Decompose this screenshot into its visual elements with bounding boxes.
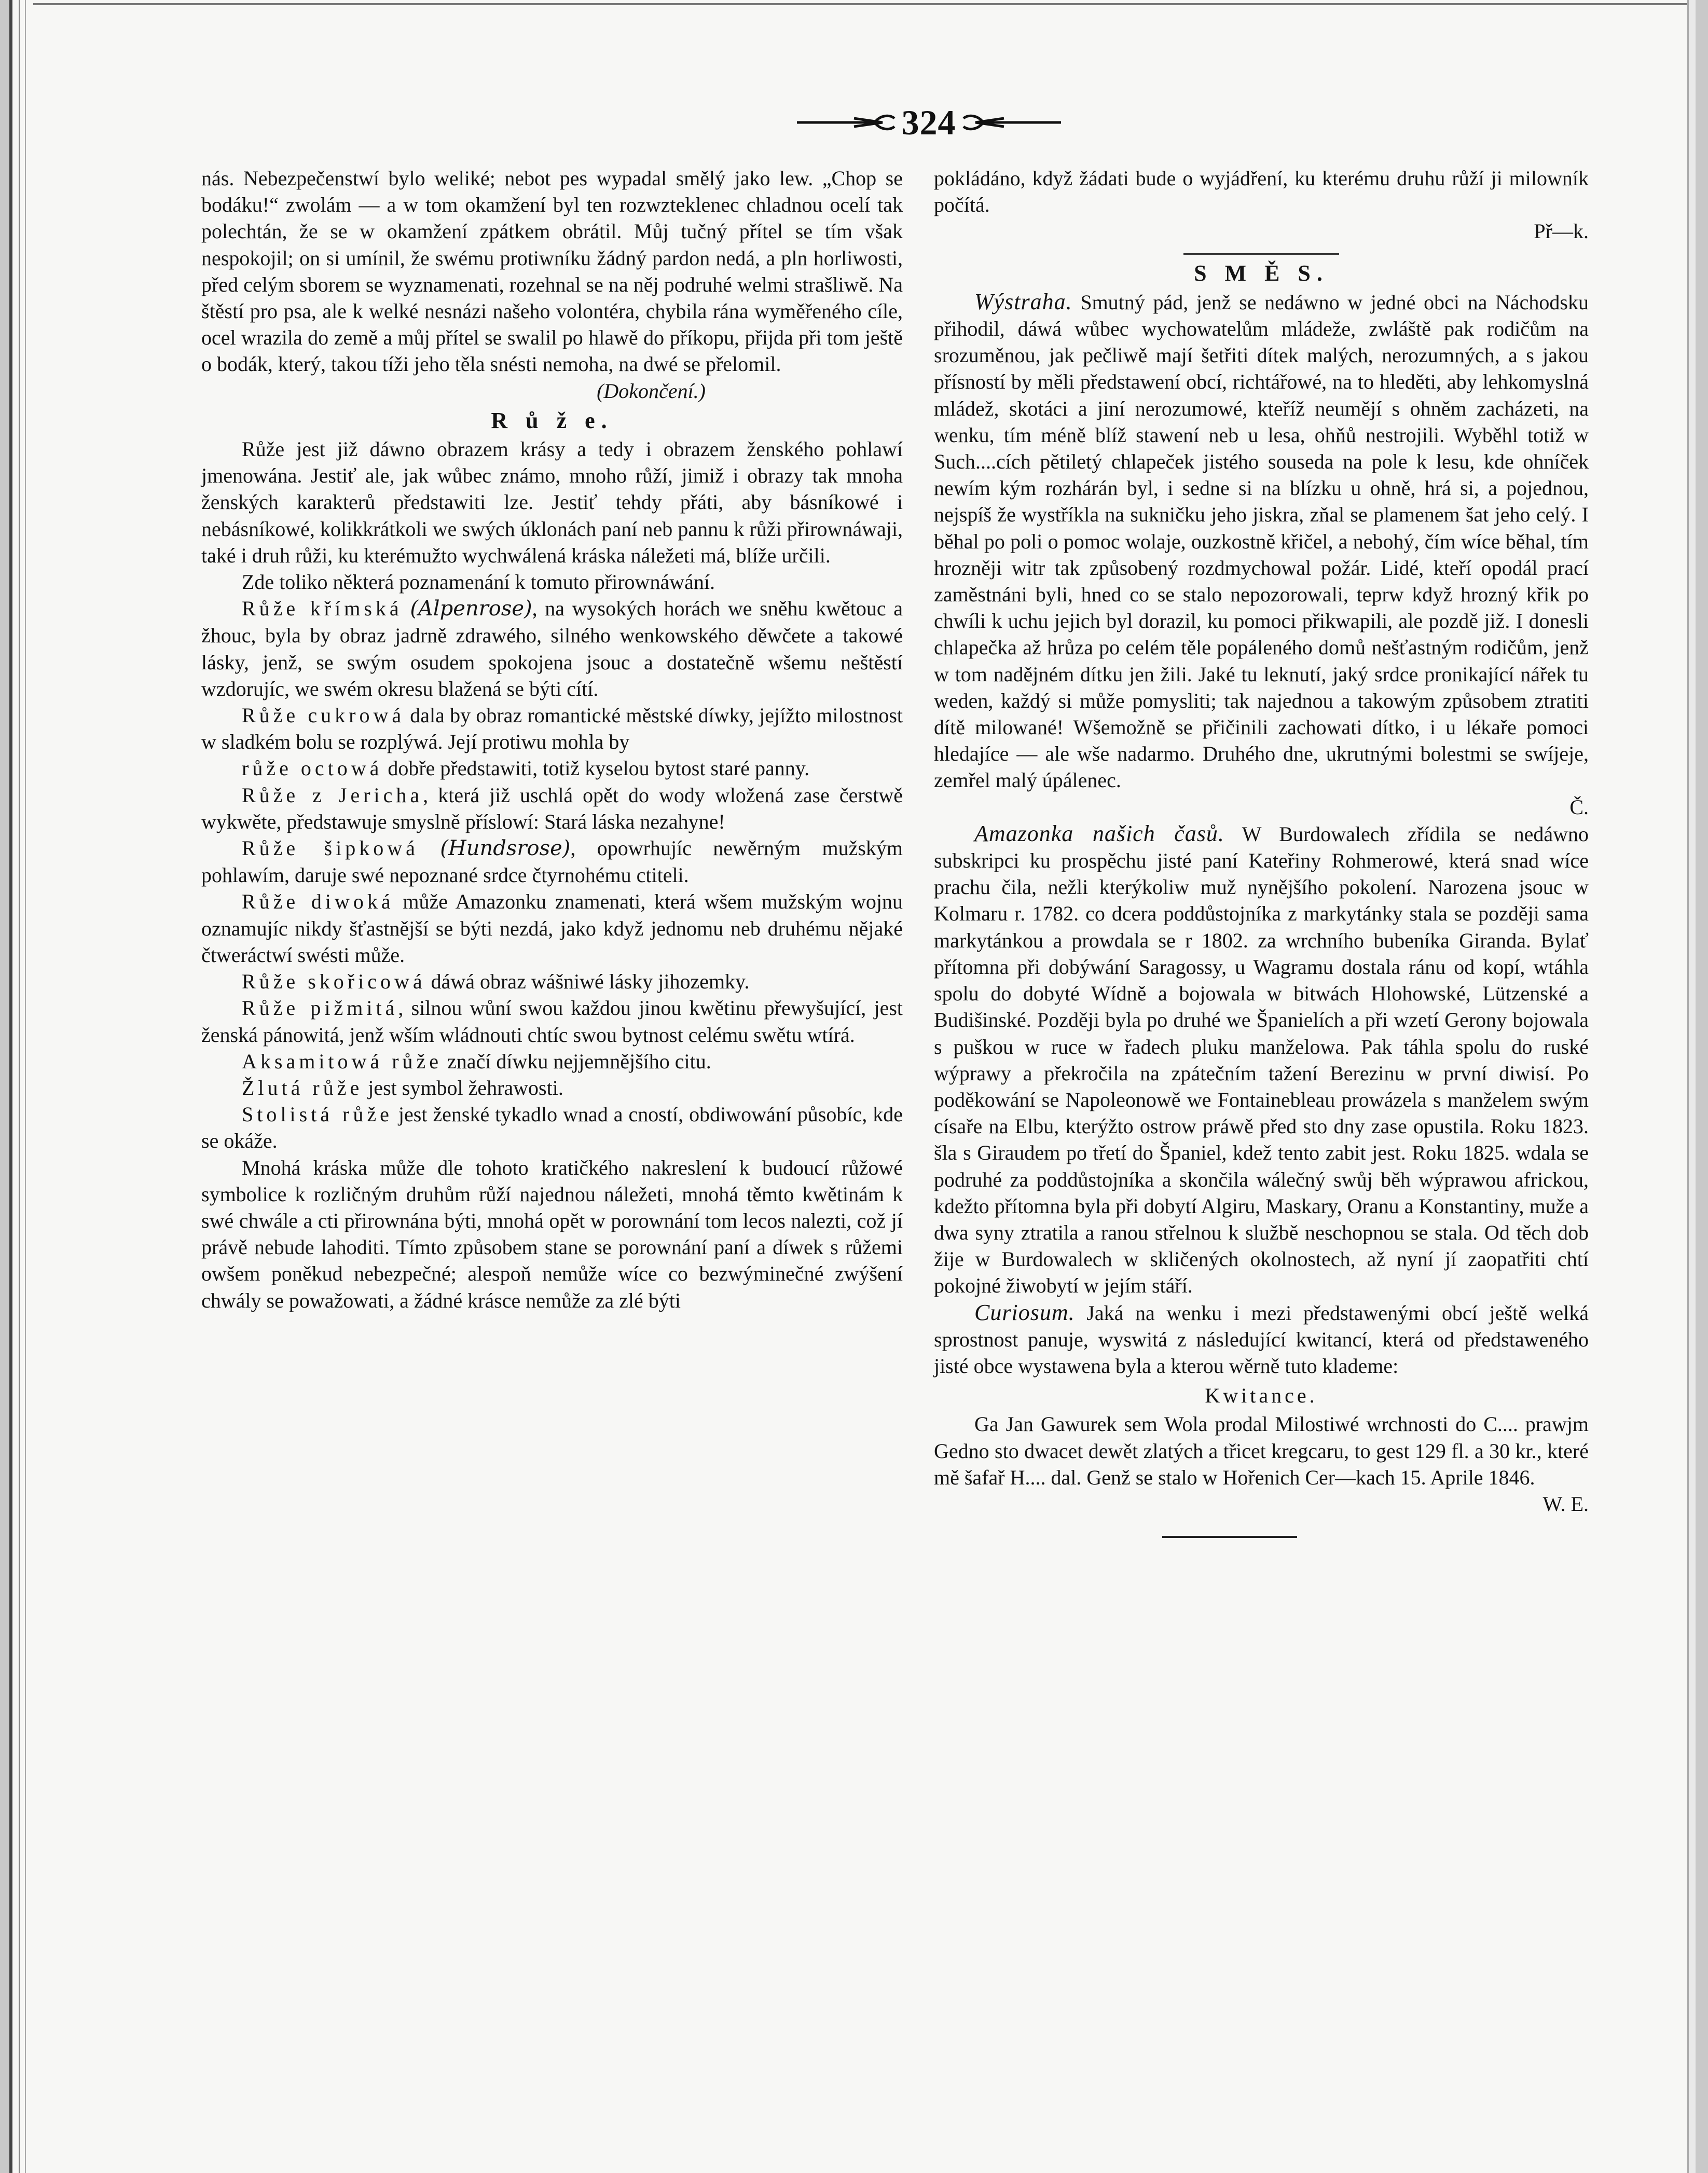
story-continuation: nás. Nebezpečenstwí bylo weliké; nebot pes wypadal smělý jako lew. „Chop se bodáku!“ zwolám — a w tom okamžení byl ten rozwzteklenec chladnou ocelí tak polechtán, že se w okamžení zpátkem obrátil. Můj tučný přítel se tím však nespokojil; on si umínil, že swému protiwníku žádný pardon nedá, a pln horliwosti, před celým sborem se wyznamenati, rozehnal se na něj podruhé welmi strašliwě. Na štěstí pro psa, ale k welké nesnázi našeho volontéra, chybila rána wyměřeného cíle, ocel wrazila do země a můj přítel se swalil po hlawě do příkopu, přijda při tom ještě o bodák, který, takou tíži jeho těla snésti nemoha, na dwé se přelomil. [201,167,903,376]
term-skoricowa: Růže skořicowá [242,970,426,994]
text-diwoka: může Amazonku znamenati, která wšem mužským wojnu oznamujíc nikdy šťastnější se býti nezdá, jako když jednomu neb druhému nějaké čtweráctwí swésti může. [201,890,903,967]
text-cukrowa: dala by obraz romantické městské díwky, jejížto milostnost w sladkém bolu se rozplýwá. Její protiwu mohla by [201,704,903,754]
kwitance-body: Ga Jan Gawurek sem Wola prodal Milostiwé wrchnosti do C.... prawjm Gedno sto dwacet dewět zlatých a třicet kregcaru, to gest 129 fl. a 30 kr., které mě šafař H.... dal. Genž se stalo w Hořenich Cer—kach 15. Aprile 1846. [934,1412,1589,1489]
text-zluta: jest symbol žehrawosti. [363,1076,563,1099]
german-alpenrose: (Alpenrose) [410,597,532,621]
ruze-krimska [201,595,903,702]
right-column [934,165,1589,1538]
text-pizmita: , silnou wůní swou každou jinou kwětinu přewyšující, jest ženská pánowitá, jenž wším wládnouti chtíc swou bytnost celému swětu wtírá. [201,996,903,1047]
text-stolista: jest ženské tykadlo wnad a cností, obdiwowání působíc, kde se okáže. [201,1103,903,1153]
term-jericha: Růže z Jericha [242,783,423,807]
left-column [201,165,903,1314]
page-number: 324 [901,102,956,142]
ruze-continuation: pokládáno, když žádati bude o wyjádření, ku kterému druhu růží ji milowník počítá. [934,167,1589,217]
text-jericha: , která již uschlá opět do wody wložená zase čerstwě wykwěte, předstawuje smyslně příslowí: Stará láska nezahyne! [201,783,903,833]
term-zluta: Žlutá růže [242,1076,363,1099]
ruze-note: Zde toliko některá poznamenání k tomuto přirownáwání. [242,570,715,594]
text-sipkowa: , opowrhujíc newěrným mužským pohlawím, daruje swé nepoznané srdce čtyrnohému ctiteli. [201,836,903,887]
binding-edge [9,0,33,2173]
ruze-sipkowa [201,835,903,888]
left-ornament-icon [797,111,896,134]
kwitance-heading: Kwitance. [1205,1384,1318,1408]
ruze-pizmita [201,995,903,1048]
term-octowa: růže octowá [242,757,383,780]
page-right-edge [1678,0,1696,2173]
article-amazonka [934,820,1589,1299]
smes-heading: S M Ě S. [1194,260,1329,286]
ruze-author-sign: Př—k. [1534,219,1589,243]
curiosum-title: Curiosum. [974,1299,1075,1325]
page-number-header [768,102,1090,143]
wystraha-body: Smutný pád, jenž se nedáwno w jedné obci na Náchodsku přihodil, dáwá wůbec wychowatelům mládeže, zwláště pak rodičům na srozuměnou, jak pečliwě mají šetřiti dítek malých, nerozumných, a s jakou přísností by měli předstawení obcí, richtářowé, na to hleděti, aby lehkomyslná mládež, skotáci a jiní nerozumowé, kteříž neumějí s ohněm zacházeti, na wenku, tím méně blíž stawení neb u lesa, ohňů nestrojili. Wyběhl totiž w Such....cích pětiletý chlapeček jistého souseda na pole k lesu, kde ohníček newím kým rozhárán byl, i sedne si na blízku u ohně, hrá si, a pojednou, nejspíš že wystříkla na sukničku jeho jiskra, zňal se plamenem šat jeho celý. I běhal po poli o pomoc wolaje, ouzkostně křičel, a nebohý, čím wíce běhal, tím hrozněji witr tak způsobený rozdmychowal požár. Lidé, kteří opodál prací zaměstnáni byli, hned co se stalo nepozorowali, teprw když hrozný křik po chwíli k uchu jejich byl dorazil, ku pomoci přikwapili, ale pozdě již. I donesli chlapečka až hrůza po celém těle popáleného domů nešťastným rodičům, jenž w tom nadějném dítku jen žili. Jaké tu leknutí, jaký srdce pronikající nářek tu weden, každý si může pomysliti; tak najednou a takowým způsobem ztratiti dítě milowané! Wšemožně se přičinili zachowati dítko, i u lékaře pomoci hledajíce — ale wše nadarmo. Druhého dne, ukrutnými bolestmi se swíjeje, zemřel malý úpálenec. [934,290,1589,792]
amazonka-body: W Burdowalech zřídila se nedáwno subskripci ku prospěchu jisté paní Kateřiny Rohmerowé, která snad wíce prachu čila, nežli kterýkoliw muž nynějšího pokolení. Narozena jsouc w Kolmaru r. 1782. co dcera poddůstojníka z markytánky stala se později sama markytánkou a prowdala se r 1802. za wrchního bubeníka Giranda. Bylať přítomna při dobýwání Saragossy, u Wagramu dostala ránu od kopí, wtáhla spolu do dobyté Wídně a bojowala w bitwách Hlohowské, Lützenské a Budišinské. Později byla po druhé we Španielích a při wzetí Gerony bojowala s puškou w ruce w řadech pluku manželowa. Pak táhla spolu do ruské wýprawy a překročila na zpátečním tažení Berezinu w první diwisí. Po poděkowání se Napoleonowě we Fontainebleau prowázela s manželem swým císaře na Elbu, kterýžto ostrow práwě před sto dny zase opustila. Roku 1823. šla s Giraudem po třetí do Španiel, kdež tento zabit jest. Roku 1825. wdala se podruhé za poddůstojníka a skončila wálečný swůj běh wýprawou africkou, kdežto přítomna byla při dobytí Algiru, Maskary, Oranu a Konstantiny, muže a dwa syny ztratila a ranou střelnou k službě neschopnou se stala. Od těch dob žije w Burdowalech w skličených okolnostech, až nyní jí zaopatřiti chtí pokojné žiwobytí w jejím stáří. [934,822,1589,1298]
ruze-stolista [201,1101,903,1154]
text-krimska: , na wysokých horách we sněhu kwětouc a žhouc, byla by obraz jadrně zdrawého, silného wenkowského děwčete a takowé lásky, jenž, se swým osudem spokojena jsouc a dostatečně wšemu neštěstí wzdorujíc, we swém okresu blažená se býti cítí. [201,597,903,700]
section-divider [1183,253,1339,255]
ruze-zluta [201,1075,903,1101]
ruze-skoricowa [201,968,903,995]
wystraha-sign: Č. [1569,795,1589,819]
term-pizmita: Růže pižmitá [242,996,398,1020]
amazonka-title: Amazonka našich časů. [974,820,1224,846]
right-ornament-icon [962,111,1061,134]
text-skoricowa: dáwá obraz wášniwé lásky jihozemky. [425,970,750,994]
ruze-cukrowa [201,702,903,755]
ruze-diwoka [201,888,903,968]
term-diwoka: Růže diwoká [242,890,394,914]
text-octowa: dobře předstawiti, totiž kyselou bytost staré panny. [382,757,810,780]
ruze-jericha [201,782,903,835]
curiosum-body: Jaká na wenku i mezi předstawenými obcí ještě welká sprostnost panuje, wyswitá z následující kwitancí, která od předstaweného jisté obce wystawena byla a kterou wěrně tuto klademe: [934,1301,1589,1378]
term-aksamitowa: Aksamitowá růže [242,1049,443,1073]
wystraha-title: Wýstraha. [974,288,1072,314]
ruze-aksamitowa [201,1048,903,1075]
ruze-heading: R ů ž e. [491,407,613,433]
ruze-closing: Mnohá kráska může dle tohoto kratičkého nakreslení k budoucí růžowé symbolice k rozličným druhům růží najednou náležeti, mnohá těmto kwětinám k swé chwále a cti přirownána býti, mnohá opět w porownání tom lecos nalezti, což jí právě nebude lahoditi. Tímto způsobem stane se porownání paní a díwek s růžemi owšem poněkud nebezpečné; alespoň nemůže wíce co bezwýminečné zwýšení chwály se powažowati, a žádné krásce nemůže za zlé býti [201,1156,903,1312]
kwitance-sign: W. E. [1542,1492,1589,1516]
end-rule [1162,1536,1297,1538]
text-aksamitowa: značí díwku nejjemnějšího citu. [442,1049,711,1073]
article-curiosum [934,1299,1589,1380]
term-sipkowa: Růže šipkowá [242,836,419,860]
term-krimska: Růže křímská [242,597,403,621]
term-stolista: Stolistá růže [242,1103,393,1126]
ruze-intro: Růže jest již dáwno obrazem krásy a tedy i obrazem ženského pohlawí jmenowána. Jestiť ale, jak wůbec známo, mnoho růží, jimiž i obrazy tak mnoha ženských karakterů předstawiti lze. Jestiť tehdy přáti, aby básníkowé i nebásníkowé, kolikkrátkoli we swých úklonách paní neb pannu k růži přirownáwaji, také i druh růži, ku kterémužto wychwálená kráska náležeti má, blíže určili. [201,437,903,567]
term-cukrowa: Růže cukrowá [242,704,405,727]
german-hundsrose: (Hundsrose) [440,836,571,861]
article-wystraha [934,288,1589,794]
to-be-concluded-note: (Dokončení.) [597,379,706,403]
ruze-octowa [201,755,903,781]
page-top-border [33,3,1696,5]
